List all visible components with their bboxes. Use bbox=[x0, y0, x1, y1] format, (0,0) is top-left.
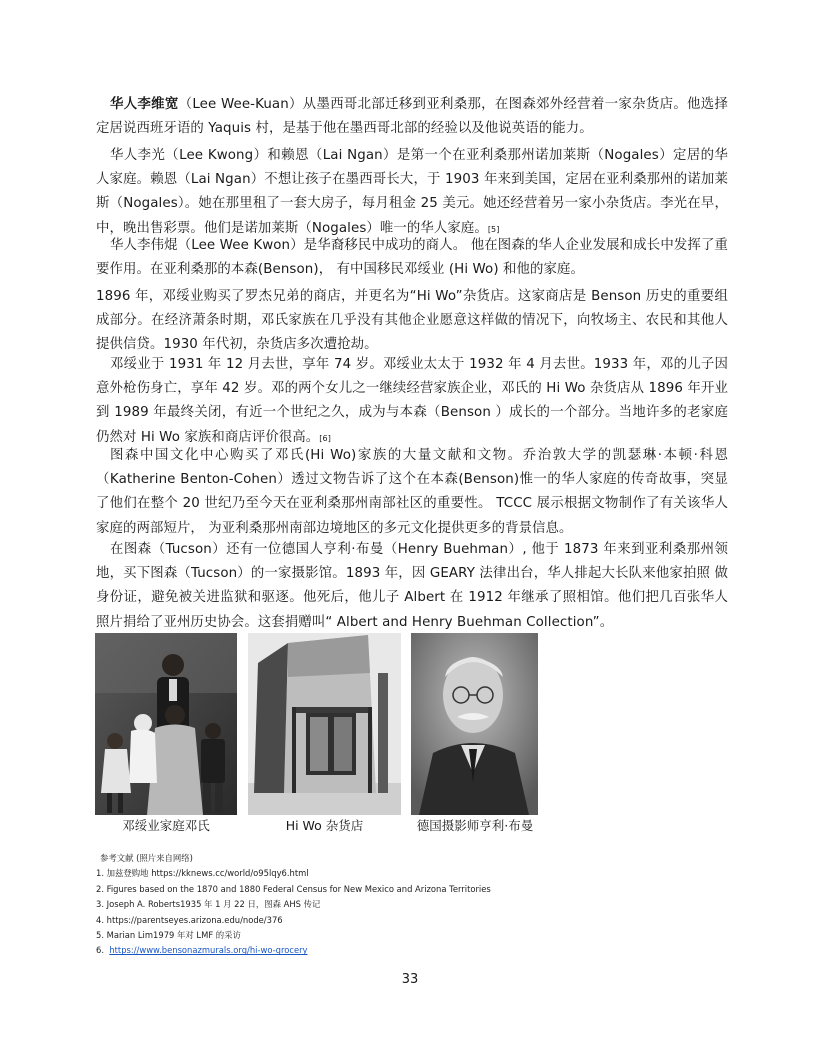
paragraph-lee-wee-kuan bbox=[96, 93, 728, 141]
caption-portrait-photo: 德国摄影师亨利·布曼 bbox=[416, 818, 534, 833]
buehman-portrait-photo bbox=[411, 633, 538, 815]
store-photo bbox=[248, 633, 401, 815]
paragraph-hi-wo-store bbox=[96, 285, 728, 358]
paragraph-text: 1896 年，邓绥业购买了罗杰兄弟的商店，并更名为“Hi Wo”杂货店。这家商店是 Benson 历史的重要组成部分。在经济萧条时期，邓氏家族在几乎没有其他企业愿意这样做的情况下，向牧场主、农民和其他人提供信贷。1930 年代初，杂货店多次遭抢劫。 bbox=[96, 289, 728, 353]
reference-number: 6. bbox=[96, 945, 110, 956]
paragraph-text: 在图森（Tucson）还有一位德国人亨利·布曼（Henry Buehman）, 他于 1873 年来到亚利桑那州领地，买下图森（Tucson）的一家摄影馆。1893 年，因 GEARY 法律出台，华人排起大长队来他家拍照 做身份证，避免被关进监狱和驱逐。他死后，他儿子 Albert 在 1912 年继承了照相馆。他们把几百张华人照片捐给了亚州历史协会。这套捐赠叫“ Albert and Henry Buehman Collection”。 bbox=[96, 542, 728, 630]
paragraph-text: 邓绥业于 1931 年 12 月去世，享年 74 岁。邓绥业太太于 1932 年 4 月去世。1933 年，邓的儿子因意外枪伤身亡，享年 42 岁。邓的两个女儿之一继续经营家族企业，邓氏的 Hi Wo 杂货店从 1896 年开业到 1989 年最终关闭，有近一个世纪之久，成为与本森（Benson ）成长的一个部分。当地许多的老家庭仍然对 Hi Wo 家族和商店评价很高。 bbox=[96, 357, 728, 445]
caption-family-photo: 邓绥业家庭邓氏 bbox=[122, 818, 210, 833]
family-photo bbox=[95, 633, 237, 815]
paragraph-text: （Lee Wee-Kuan）从墨西哥北部迁移到亚利桑那，在图森郊外经营着一家杂货店。他选择定居说西班牙语的 Yaquis 村，是基于他在墨西哥北部的经验以及他说英语的能力。 bbox=[96, 97, 728, 137]
page-number: 33 bbox=[401, 972, 419, 987]
paragraph-lee-kwong bbox=[96, 144, 728, 242]
paragraph-lee-wee-kwon bbox=[96, 234, 728, 282]
bold-name: 华人李维宽 bbox=[110, 97, 179, 112]
footnote-ref-6: [6] bbox=[319, 433, 331, 443]
reference-item: 2. Figures based on the 1870 and 1880 Federal Census for New Mexico and Arizona Territories bbox=[96, 883, 491, 894]
paragraph-text: 华人李伟焜（Lee Wee Kwon）是华裔移民中成功的商人。 他在图森的华人企业发展和成长中发挥了重要作用。在亚利桑那的本森(Benson)， 有中国移民邓绥业 (Hi Wo) 和他的家庭。 bbox=[96, 238, 728, 278]
paragraph-deng-family bbox=[96, 353, 728, 451]
reference-item: 4. https://parentseyes.arizona.edu/node/376 bbox=[96, 914, 283, 925]
paragraph-text: 图森中国文化中心购买了邓氏(Hi Wo)家族的大量文献和文物。乔治敦大学的凯瑟琳·本顿·科恩（Katherine Benton-Cohen）透过文物告诉了这个在本森(Benson)惟一的华人家庭的传奇故事，突显了他们在整个 20 世纪乃至今天在亚利桑那州南部社区的重要性。 TCCC 展示根据文物制作了有关该华人家庭的两部短片， 为亚利桑那州南部边境地区的多元文化提供更多的背景信息。 bbox=[96, 448, 728, 536]
reference-item: 5. Marian Lim1979 年对 LMF 的采访 bbox=[96, 930, 241, 941]
paragraph-henry-buehman bbox=[96, 538, 728, 635]
paragraph-tccc bbox=[96, 444, 728, 541]
references-heading: 参考文献 (照片来自网络) bbox=[100, 853, 193, 863]
references bbox=[96, 851, 491, 959]
reference-item: 3. Joseph A. Roberts1935 年 1 月 22 日，图森 AHS 传记 bbox=[96, 899, 321, 910]
reference-link[interactable]: https://www.bensonazmurals.org/hi-wo-grocery bbox=[109, 945, 308, 956]
paragraph-text: 华人李光（Lee Kwong）和赖恩（Lai Ngan）是第一个在亚利桑那州诺加莱斯（Nogales）定居的华人家庭。赖恩（Lai Ngan）不想让孩子在墨西哥长大，于 1903 年来到美国，定居在亚利桑那州的诺加莱斯（Nogales）。她在那里租了一套大房子，每月租金 25 美元。她还经营着另一家小杂货店。李光在早，中，晚出售彩票。他们是诺加莱斯（Nogales）唯一的华人家庭。 bbox=[96, 148, 728, 236]
caption-store-photo: Hi Wo 杂货店 bbox=[285, 818, 364, 833]
reference-item bbox=[96, 943, 491, 958]
footnote-ref-5: [5] bbox=[487, 224, 500, 234]
reference-item: 1. 加兹登购地 https://kknews.cc/world/o95lqy6.html bbox=[96, 868, 309, 879]
